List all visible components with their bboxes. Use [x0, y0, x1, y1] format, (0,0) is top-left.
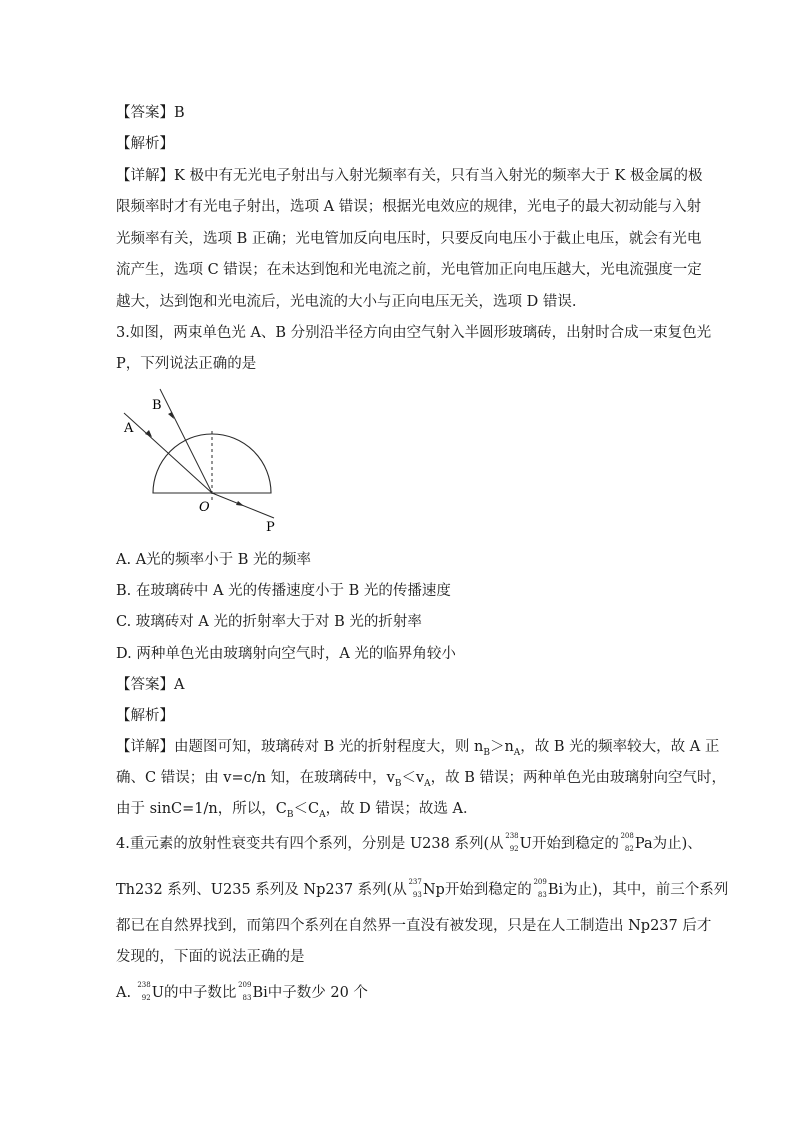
q2-detail-line-4: 流产生，选项 C 错误；在未达到饱和光电流之前，光电管加正向电压越大，光电流强度一定 [116, 262, 702, 278]
q4-stem-line-4: 发现的，下面的说法正确的是 [116, 949, 305, 965]
label-a: A [124, 421, 134, 436]
ray-p-arrow-icon [236, 501, 244, 506]
q3-option-c: C. 玻璃砖对 A 光的折射率大于对 B 光的折射率 [116, 614, 422, 630]
nuclide-u238-option: 238 92 [137, 981, 151, 1002]
q3-answer: 【答案】A [116, 677, 185, 693]
q3-stem-line-2: P，下列说法正确的是 [116, 356, 257, 372]
q2-analysis-heading: 【解析】 [116, 136, 174, 152]
nuclide-u238: 238 92 [505, 832, 519, 853]
q3-detail-line-1: 【详解】由题图可知，玻璃砖对 B 光的折射程度大，则 $n_B>n_A$，故 B 光的频率较大，故 A 正 [116, 739, 720, 758]
q2-detail-line-1: 【详解】K 极中有无光电子射出与入射光频率有关，只有当入射光的频率大于 K 极金属的极 [116, 168, 703, 184]
ray-a-arrow-icon [145, 430, 152, 437]
ray-b [160, 389, 212, 493]
q3-semicircle-figure [116, 385, 286, 540]
q3-detail-line-2: 确、C 错误；由 v=c/n 知，在玻璃砖中，$v_B<v_A$，故 B 错误；两种单色光由玻璃射向空气时， [116, 770, 727, 789]
q4-option-a: A. 238 92 U的中子数比 209 83 Bi中子数少 20 个 [116, 981, 368, 1002]
q3-option-b: B. 在玻璃砖中 A 光的传播速度小于 B 光的传播速度 [116, 583, 451, 599]
nuclide-pa208: 208 82 [620, 832, 634, 853]
nuclide-np237: 237 93 [408, 878, 422, 899]
label-o: O [199, 500, 210, 515]
q3-stem-line-1: 3.如图，两束单色光 A、B 分别沿半径方向由空气射入半圆形玻璃砖，出射时合成一束复色光 [116, 325, 712, 341]
label-p: P [266, 520, 275, 535]
q2-detail-line-2: 限频率时才有光电子射出，选项 A 错误；根据光电效应的规律，光电子的最大初动能与入射 [116, 199, 702, 215]
q2-detail-line-5: 越大，达到饱和光电流后，光电流的大小与正向电压无关，选项 D 错误. [116, 294, 577, 310]
nuclide-bi209: 209 83 [533, 878, 547, 899]
q4-stem-line-2: Th232 系列、U235 系列及 Np237 系列(从 237 93 Np开始到稳定的 209 83 Bi为止)，其中，前三个系列 [116, 878, 729, 899]
q2-answer: 【答案】B [116, 105, 185, 121]
label-b: B [152, 398, 162, 413]
q3-option-a: A. A光的频率小于 B 光的频率 [116, 552, 312, 568]
q4-stem-line-1: 4.重元素的放射性衰变共有四个系列，分别是 U238 系列(从 238 92 U开始到稳定的 208 82 Pa为止)、 [116, 832, 702, 853]
q4-stem-line-3: 都已在自然界找到，而第四个系列在自然界一直没有被发现，只是在人工制造出 Np237 后才 [116, 918, 712, 934]
nuclide-bi209-option: 209 83 [238, 981, 252, 1002]
q2-detail-line-3: 光频率有关，选项 B 正确；光电管加反向电压时，只要反向电压小于截止电压，就会有光电 [116, 231, 702, 247]
q3-option-d: D. 两种单色光由玻璃射向空气时，A 光的临界角较小 [116, 646, 456, 662]
ray-a [124, 413, 212, 493]
q3-analysis-heading: 【解析】 [116, 708, 174, 724]
q3-detail-line-3: 由于 sinC=1/n，所以，$C_B<C_A$，故 D 错误；故选 A． [116, 801, 478, 820]
